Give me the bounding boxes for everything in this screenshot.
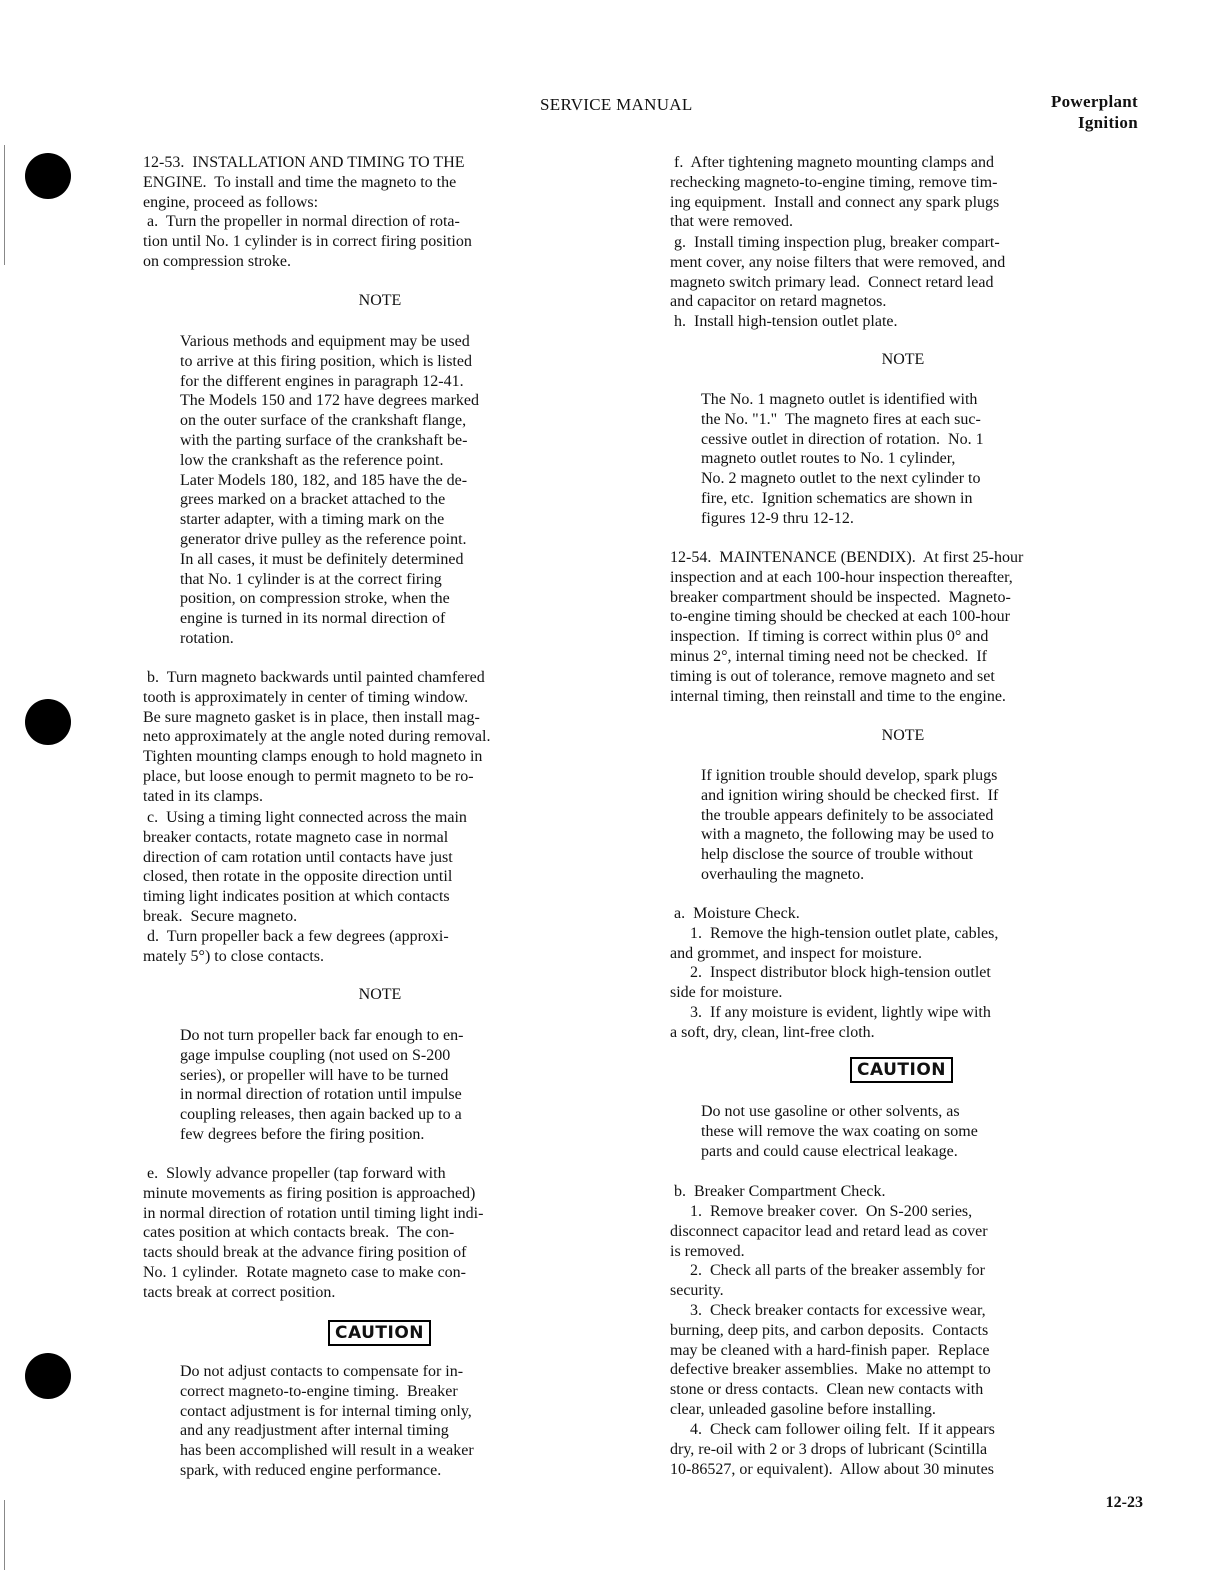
- text-line: for the different engines in paragraph 12-41.: [180, 372, 464, 390]
- caution-contacts: [180, 1362, 474, 1481]
- text-line: tated in its clamps.: [143, 787, 263, 805]
- section-title: Powerplant: [1050, 92, 1138, 111]
- text-line: and grommet, and inspect for moisture.: [670, 944, 922, 962]
- text-line: rotation.: [180, 629, 234, 647]
- step-a2: [670, 963, 991, 1003]
- text-line: direction of cam rotation until contacts have just: [143, 848, 453, 866]
- text-line: in normal direction of rotation until timing light indi-: [143, 1204, 484, 1222]
- text-line: burning, deep pits, and carbon deposits. Contacts: [670, 1321, 989, 1339]
- text-line: closed, then rotate in the opposite direction until: [143, 868, 453, 886]
- step-g: [670, 233, 1005, 312]
- text-line: that were removed.: [670, 213, 794, 231]
- text-line: e. Slowly advance propeller (tap forward with: [143, 1165, 446, 1182]
- text-line: side for moisture.: [670, 983, 783, 1001]
- step-h: [670, 312, 898, 332]
- text-line: overhauling the magneto.: [701, 865, 865, 883]
- text-line: has been accomplished will result in a weaker: [180, 1442, 474, 1460]
- text-line: correct magneto-to-engine timing. Breaker: [180, 1382, 458, 1400]
- text-line: parts and could cause electrical leakage.: [701, 1142, 958, 1160]
- text-line: 2. Check all parts of the breaker assembly for: [670, 1262, 986, 1279]
- text-line: spark, with reduced engine performance.: [180, 1461, 442, 1479]
- text-line: tooth is approximately in center of timing window.: [143, 688, 469, 706]
- step-b1: [670, 1202, 988, 1261]
- step-a1: [670, 924, 998, 964]
- text-line: series), or propeller will have to be turned: [180, 1066, 449, 1084]
- text-line: a soft, dry, clean, lint-free cloth.: [670, 1023, 875, 1041]
- step-b-breaker: [670, 1182, 886, 1202]
- text-line: mately 5°) to close contacts.: [143, 947, 325, 965]
- note-ignition-trouble: [701, 766, 998, 885]
- text-line: No. 2 magneto outlet to the next cylinder to: [701, 470, 981, 488]
- paragraph-12-53: [143, 153, 472, 272]
- paragraph-12-54: [670, 548, 1023, 706]
- text-line: gage impulse coupling (not used on S-200: [180, 1046, 451, 1064]
- text-line: Later Models 180, 182, and 185 have the de-: [180, 471, 468, 489]
- text-line: defective breaker assemblies. Make no attempt to: [670, 1361, 991, 1379]
- punch-hole: [25, 1353, 71, 1399]
- text-line: magneto switch primary lead. Connect retard lead: [670, 273, 994, 291]
- text-line: Various methods and equipment may be used: [180, 333, 470, 350]
- text-line: tacts should break at the advance firing position of: [143, 1244, 467, 1262]
- text-line: The No. 1 magneto outlet is identified with: [701, 391, 978, 408]
- note-heading: NOTE: [881, 351, 925, 368]
- text-line: in normal direction of rotation until impulse: [180, 1086, 462, 1104]
- text-line: disconnect capacitor lead and retard lead as cover: [670, 1222, 988, 1240]
- text-line: help disclose the source of trouble without: [701, 846, 973, 864]
- text-line: to arrive at this firing position, which is listed: [180, 352, 472, 370]
- text-line: place, but loose enough to permit magneto to be ro-: [143, 767, 474, 785]
- text-line: contact adjustment is for internal timing only,: [180, 1402, 472, 1420]
- text-line: with the parting surface of the crankshaft be-: [180, 431, 468, 449]
- text-line: and ignition wiring should be checked first. If: [701, 786, 999, 804]
- text-line: the trouble appears definitely to be associated: [701, 806, 994, 824]
- manual-title: SERVICE MANUAL: [540, 95, 693, 114]
- punch-hole: [25, 153, 71, 199]
- text-line: If ignition trouble should develop, spark plugs: [701, 767, 998, 784]
- text-line: 3. If any moisture is evident, lightly wipe with: [670, 1004, 991, 1021]
- page-edge: [4, 145, 5, 265]
- text-line: internal timing, then reinstall and time to the engine.: [670, 687, 1006, 705]
- text-line: cates position at which contacts break. The con-: [143, 1224, 455, 1242]
- text-line: cessive outlet in direction of rotation. No. 1: [701, 430, 984, 448]
- text-line: dry, re-oil with 2 or 3 drops of lubricant (Scintilla: [670, 1440, 988, 1458]
- step-f: [670, 153, 999, 232]
- note-heading: NOTE: [358, 986, 402, 1003]
- text-line: minute movements as firing position is approached): [143, 1184, 476, 1202]
- text-line: h. Install high-tension outlet plate.: [670, 313, 898, 330]
- caution-badge: CAUTION: [328, 1320, 431, 1346]
- text-line: ing equipment. Install and connect any spark plugs: [670, 193, 1000, 211]
- text-line: 10-86527, or equivalent). Allow about 30 minutes: [670, 1460, 994, 1478]
- text-line: tacts break at correct position.: [143, 1283, 336, 1301]
- text-line: 3. Check breaker contacts for excessive wear,: [670, 1302, 986, 1319]
- text-line: timing is out of tolerance, remove magneto and set: [670, 667, 995, 685]
- step-b3: [670, 1301, 991, 1420]
- text-line: 4. Check cam follower oiling felt. If it appears: [670, 1421, 995, 1438]
- step-a-moisture: [670, 904, 800, 924]
- text-line: engine is turned in its normal direction of: [180, 610, 446, 628]
- text-line: and any readjustment after internal timing: [180, 1422, 449, 1440]
- text-line: breaker contacts, rotate magneto case in normal: [143, 828, 449, 846]
- text-line: position, on compression stroke, when the: [180, 590, 450, 608]
- text-line: Be sure magneto gasket is in place, then install mag-: [143, 708, 480, 726]
- text-line: timing light indicates position at which contacts: [143, 888, 450, 906]
- text-line: Tighten mounting clamps enough to hold magneto in: [143, 748, 483, 766]
- text-line: inspection and at each 100-hour inspection thereafter,: [670, 568, 1013, 586]
- text-line: on the outer surface of the crankshaft flange,: [180, 412, 467, 430]
- text-line: with a magneto, the following may be used to: [701, 826, 994, 844]
- text-line: starter adapter, with a timing mark on the: [180, 511, 445, 529]
- text-line: inspection. If timing is correct within plus 0° and: [670, 628, 989, 646]
- caution-solvents: [701, 1102, 978, 1161]
- text-line: to-engine timing should be checked at each 100-hour: [670, 608, 1010, 626]
- punch-hole: [25, 699, 71, 745]
- text-line: 1. Remove breaker cover. On S-200 series,: [670, 1203, 973, 1220]
- text-line: these will remove the wax coating on some: [701, 1122, 978, 1140]
- text-line: and capacitor on retard magnetos.: [670, 293, 887, 311]
- text-line: Do not use gasoline or other solvents, as: [701, 1103, 960, 1120]
- step-c: [143, 808, 467, 927]
- text-line: figures 12-9 thru 12-12.: [701, 509, 854, 527]
- page-number: 12-23: [1105, 1494, 1143, 1511]
- note-impulse-coupling: [180, 1026, 463, 1145]
- text-line: The Models 150 and 172 have degrees marked: [180, 392, 480, 410]
- text-line: low the crankshaft as the reference point.: [180, 451, 444, 469]
- text-line: engine, proceed as follows:: [143, 193, 319, 211]
- text-line: Do not turn propeller back far enough to en-: [180, 1027, 464, 1044]
- note-firing-position: [180, 332, 479, 649]
- text-line: clear, unleaded gasoline before installing.: [670, 1400, 936, 1418]
- text-line: grees marked on a bracket attached to the: [180, 491, 446, 509]
- text-line: In all cases, it must be definitely determined: [180, 550, 464, 568]
- text-line: g. Install timing inspection plug, breaker compart-: [670, 234, 1000, 251]
- text-line: b. Turn magneto backwards until painted chamfered: [143, 669, 485, 686]
- step-a3: [670, 1003, 991, 1043]
- text-line: break. Secure magneto.: [143, 907, 298, 925]
- text-line: magneto outlet routes to No. 1 cylinder,: [701, 450, 956, 468]
- text-line: on compression stroke.: [143, 252, 291, 270]
- step-b2: [670, 1261, 985, 1301]
- text-line: tion until No. 1 cylinder is in correct firing position: [143, 233, 472, 251]
- text-line: few degrees before the firing position.: [180, 1125, 425, 1143]
- page-edge: [4, 1500, 5, 1570]
- text-line: generator drive pulley as the reference point.: [180, 530, 467, 548]
- text-line: f. After tightening magneto mounting clamps and: [670, 154, 994, 171]
- step-b: [143, 668, 490, 807]
- text-line: a. Turn the propeller in normal direction of rota-: [143, 213, 460, 231]
- text-line: 1. Remove the high-tension outlet plate, cables,: [670, 925, 999, 942]
- step-d: [143, 927, 449, 967]
- text-line: 2. Inspect distributor block high-tension outlet: [670, 964, 991, 981]
- text-line: security.: [670, 1281, 724, 1299]
- note-heading: NOTE: [881, 727, 925, 744]
- text-line: may be cleaned with a hard-finish paper. Replace: [670, 1341, 990, 1359]
- text-line: c. Using a timing light connected across the main: [143, 809, 467, 826]
- text-line: the No. "1." The magneto fires at each suc-: [701, 410, 981, 428]
- text-line: that No. 1 cylinder is at the correct firing: [180, 570, 442, 588]
- text-line: coupling releases, then again backed up to a: [180, 1106, 462, 1124]
- text-line: ment cover, any noise filters that were removed, and: [670, 253, 1006, 271]
- text-line: neto approximately at the angle noted during removal.: [143, 728, 491, 746]
- note-magneto-outlet: [701, 390, 984, 529]
- step-b4: [670, 1420, 995, 1479]
- text-line: d. Turn propeller back a few degrees (approxi-: [143, 928, 449, 945]
- text-line: stone or dress contacts. Clean new contacts with: [670, 1381, 984, 1399]
- text-line: fire, etc. Ignition schematics are shown in: [701, 489, 973, 507]
- text-line: 12-53. INSTALLATION AND TIMING TO THE: [143, 154, 465, 171]
- text-line: breaker compartment should be inspected. Magneto-: [670, 588, 1011, 606]
- text-line: is removed.: [670, 1242, 745, 1260]
- text-line: ENGINE. To install and time the magneto to the: [143, 173, 457, 191]
- note-heading: NOTE: [358, 292, 402, 309]
- text-line: minus 2°, internal timing need not be checked. If: [670, 647, 987, 665]
- text-line: a. Moisture Check.: [670, 905, 800, 922]
- subsection-title: Ignition: [1077, 113, 1138, 132]
- step-e: [143, 1164, 483, 1303]
- text-line: 12-54. MAINTENANCE (BENDIX). At first 25-hour: [670, 549, 1024, 566]
- text-line: rechecking magneto-to-engine timing, remove tim-: [670, 173, 998, 191]
- text-line: No. 1 cylinder. Rotate magneto case to make con-: [143, 1263, 467, 1281]
- text-line: b. Breaker Compartment Check.: [670, 1183, 886, 1200]
- caution-badge: CAUTION: [850, 1057, 953, 1083]
- text-line: Do not adjust contacts to compensate for in-: [180, 1363, 464, 1380]
